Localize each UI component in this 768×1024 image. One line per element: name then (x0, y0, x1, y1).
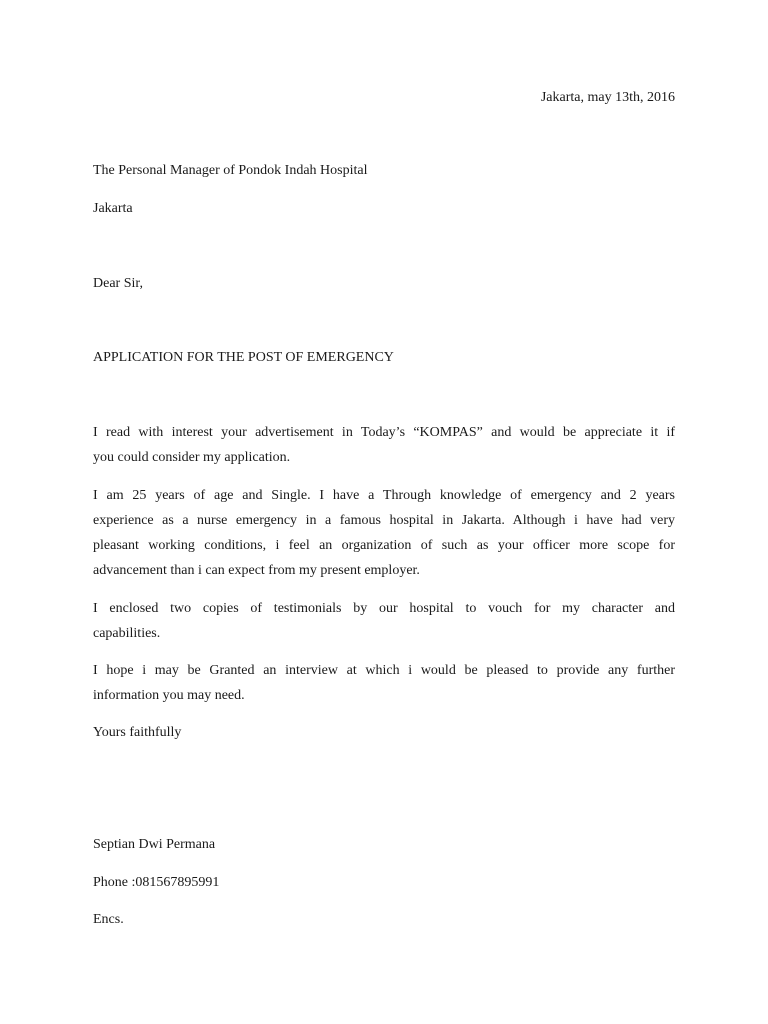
recipient-city: Jakarta (93, 201, 133, 216)
paragraph-4 (93, 658, 675, 708)
paragraph-line: experience as a nurse emergency in a famous hospital in Jakarta. Although i have had very (93, 513, 675, 528)
paragraph-line: information you may need. (93, 688, 245, 703)
signature-name: Septian Dwi Permana (93, 837, 216, 852)
enclosure-note: Encs. (93, 912, 124, 927)
paragraph-line: capabilities. (93, 626, 161, 641)
paragraph-3 (93, 596, 675, 646)
paragraph-line: pleasant working conditions, i feel an organization of such as your officer more scope for (93, 538, 675, 553)
paragraph-2 (93, 483, 675, 583)
paragraph-line: I read with interest your advertisement in Today’s “KOMPAS” and would be appreciate it if (93, 425, 675, 440)
subject-line: APPLICATION FOR THE POST OF EMERGENCY (93, 350, 394, 365)
closing: Yours faithfully (93, 725, 182, 740)
paragraph-1 (93, 420, 675, 470)
paragraph-line: I hope i may be Granted an interview at which i would be pleased to provide any further (93, 663, 675, 678)
recipient-line: The Personal Manager of Pondok Indah Hospital (93, 163, 368, 178)
paragraph-line: I am 25 years of age and Single. I have a Through knowledge of emergency and 2 years (93, 488, 675, 503)
paragraph-line: advancement than i can expect from my present employer. (93, 563, 420, 578)
letter-date: Jakarta, may 13th, 2016 (540, 90, 675, 105)
paragraph-line: you could consider my application. (93, 450, 291, 465)
phone-number: Phone :081567895991 (93, 875, 220, 890)
salutation: Dear Sir, (93, 276, 143, 291)
paragraph-line: I enclosed two copies of testimonials by our hospital to vouch for my character and (93, 601, 675, 616)
